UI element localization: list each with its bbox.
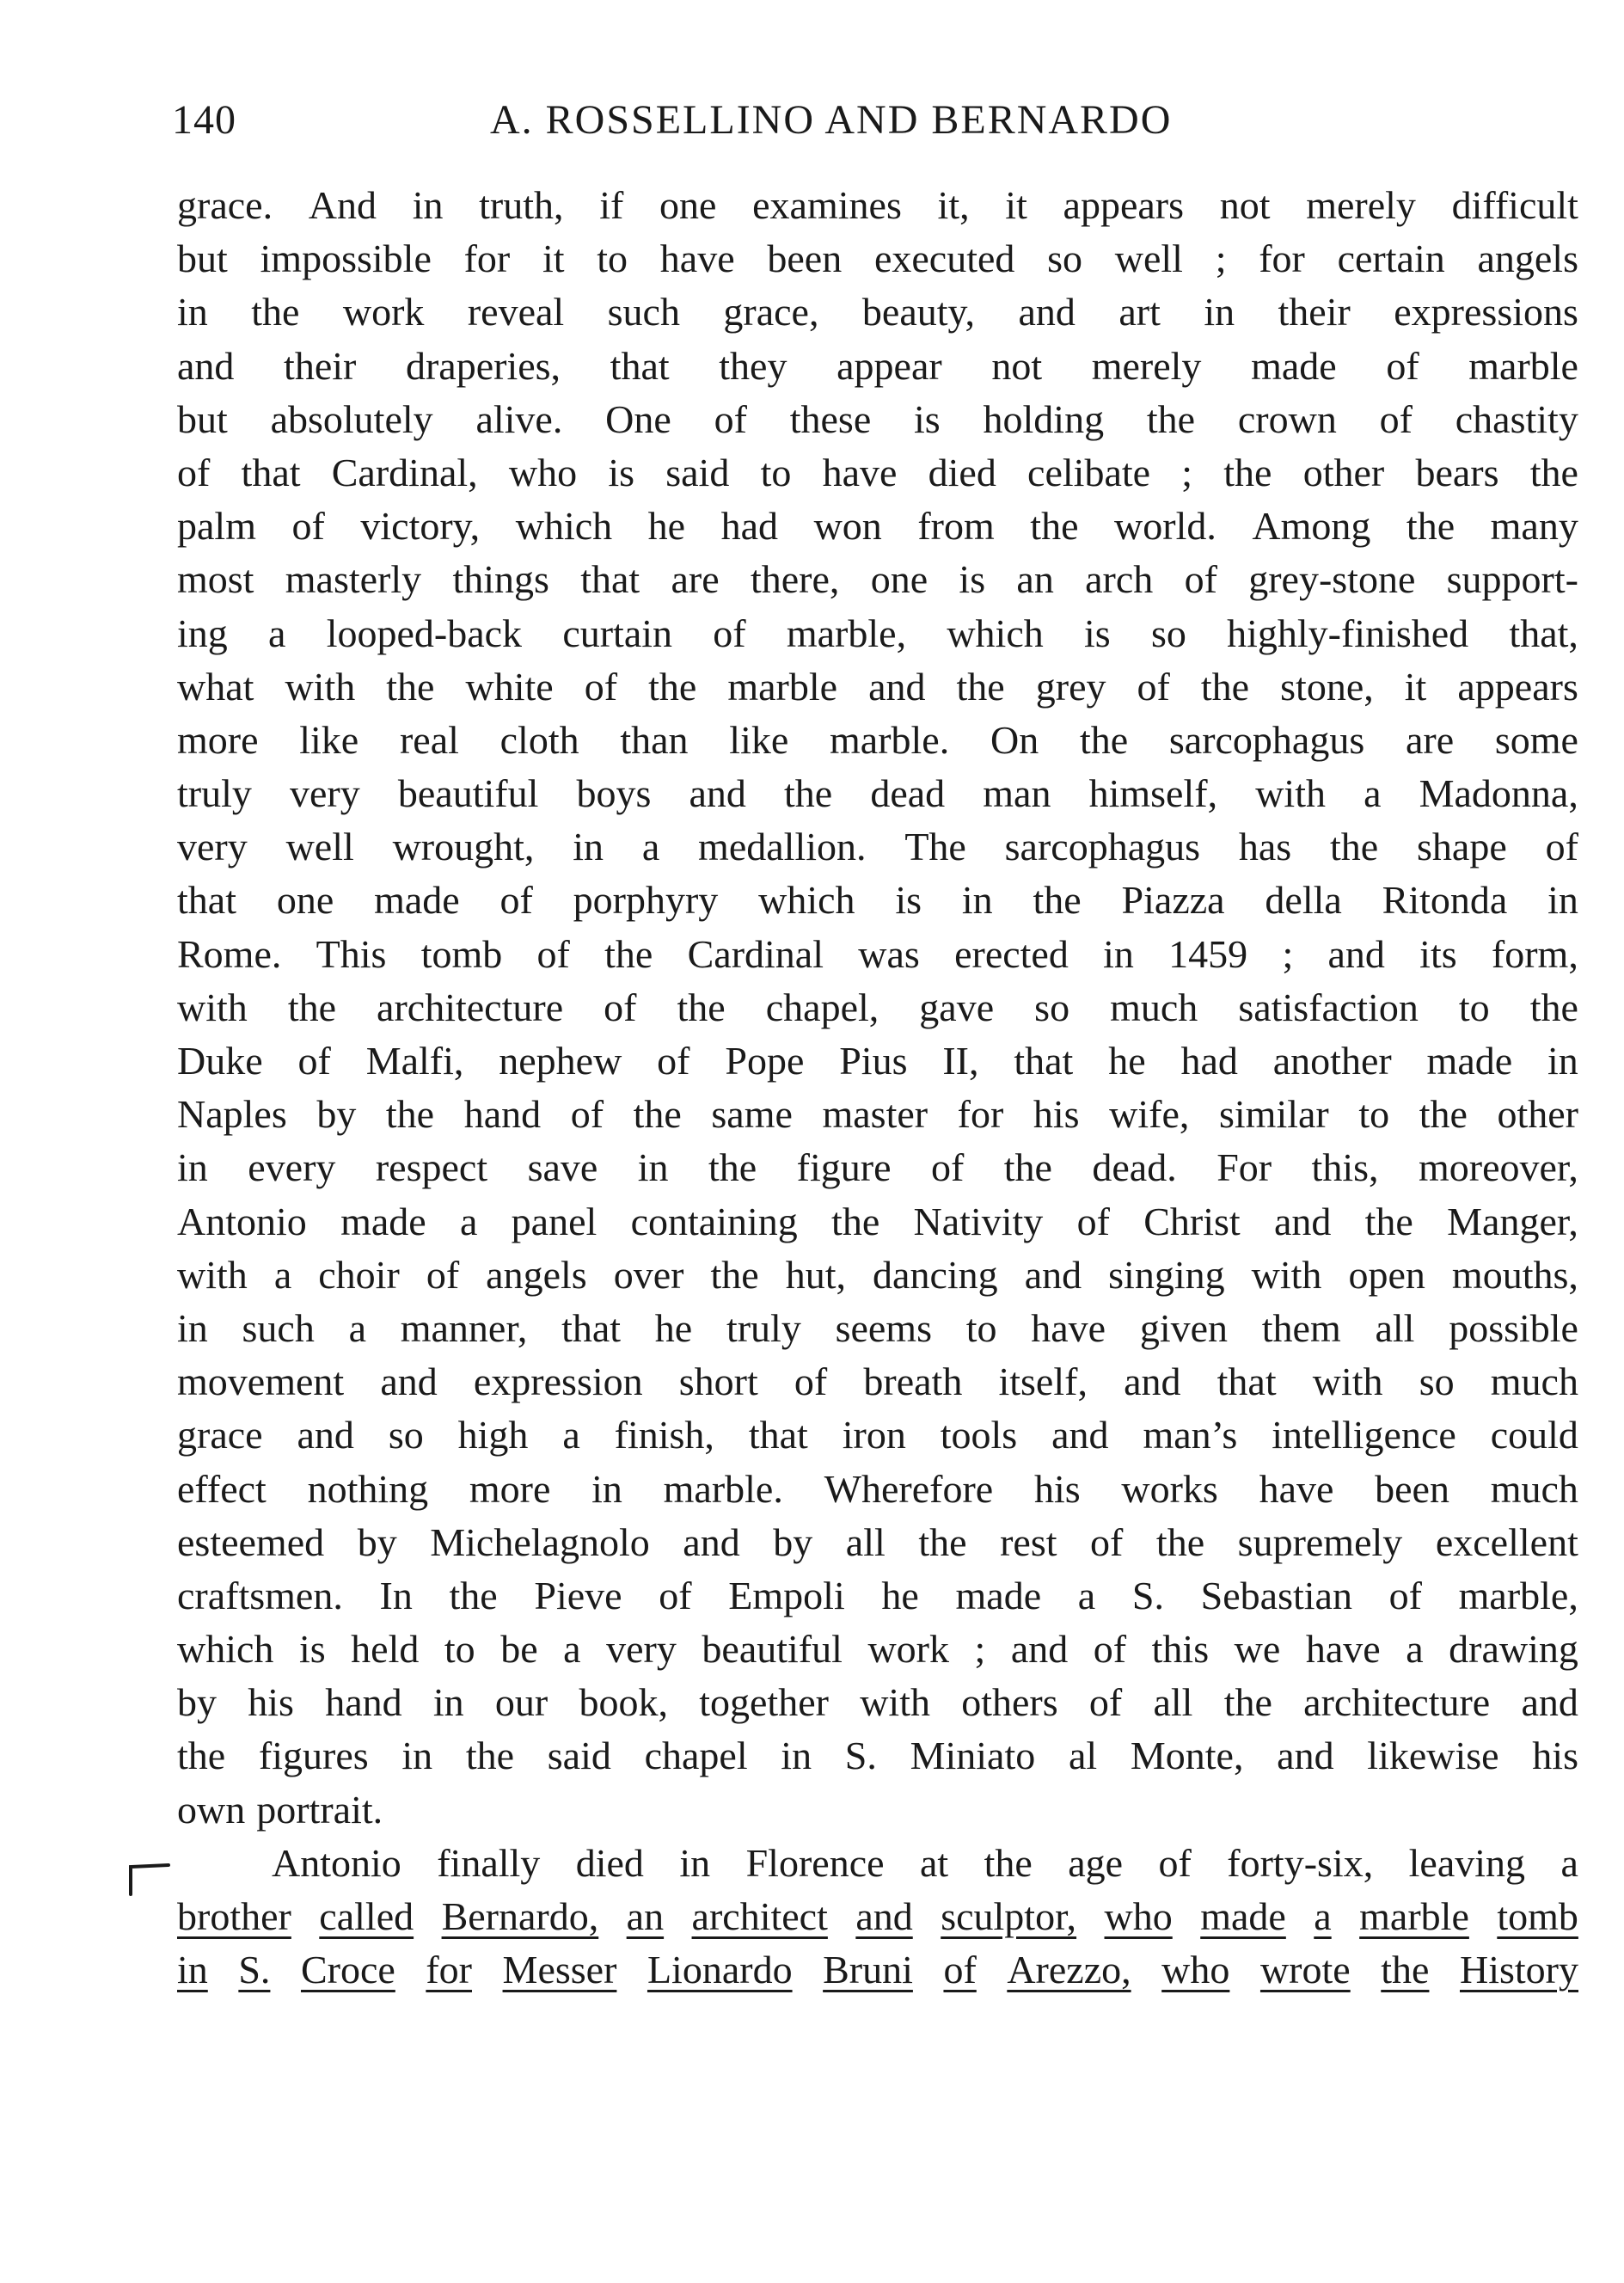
- text-line: Antonio made a panel containing the Nativity of Christ and the Manger,: [177, 1199, 1578, 1243]
- text-line: grace. And in truth, if one examines it, it appears not merely difficult: [177, 183, 1578, 227]
- text-line: in the work reveal such grace, beauty, and art in their expressions: [177, 290, 1578, 334]
- text-line: effect nothing more in marble. Wherefore his works have been much: [177, 1466, 1578, 1511]
- text-line: grace and so high a finish, that iron tools and man’s intelligence could: [177, 1413, 1578, 1458]
- body-text: [177, 179, 1578, 1997]
- text-line: of that Cardinal, who is said to have died celibate ; the other bears the: [177, 450, 1578, 494]
- text-line: Duke of Malfi, nephew of Pope Pius II, that he had another made in: [177, 1039, 1578, 1083]
- text-line: Naples by the hand of the same master for his wife, similar to the other: [177, 1092, 1578, 1137]
- text-line: truly very beautiful boys and the dead man himself, with a Madonna,: [177, 771, 1578, 816]
- text-line: in such a manner, that he truly seems to have given them all possible: [177, 1305, 1578, 1350]
- text-line: in S. Croce for Messer Lionardo Bruni of Arezzo, who wrote the History: [177, 1948, 1578, 1992]
- text-line: craftsmen. In the Pieve of Empoli he made a S. Sebastian of marble,: [177, 1573, 1578, 1617]
- text-line: but absolutely alive. One of these is holding the crown of chastity: [177, 396, 1578, 441]
- text-line: Rome. This tomb of the Cardinal was erected in 1459 ; and its form,: [177, 931, 1578, 976]
- page-number: 140: [172, 97, 236, 143]
- text-line: the figures in the said chapel in S. Miniato al Monte, and likewise his: [177, 1734, 1578, 1778]
- text-line: that one made of porphyry which is in the Piazza della Ritonda in: [177, 878, 1578, 923]
- text-line: most masterly things that are there, one is an arch of grey-stone support-: [177, 557, 1578, 602]
- text-line: brother called Bernardo, an architect and sculptor, who made a marble tomb: [177, 1894, 1578, 1938]
- text-line: but impossible for it to have been executed so well ; for certain angels: [177, 236, 1578, 281]
- page-header: [172, 96, 1582, 156]
- margin-bracket-mark: [126, 1862, 177, 1896]
- text-line: with a choir of angels over the hut, dancing and singing with open mouths,: [177, 1252, 1578, 1297]
- text-line: palm of victory, which he had won from the world. Among the many: [177, 504, 1578, 549]
- text-line: which is held to be a very beautiful work ; and of this we have a drawing: [177, 1627, 1578, 1672]
- text-line: ing a looped-back curtain of marble, which is so highly-finished that,: [177, 611, 1578, 655]
- text-line: more like real cloth than like marble. On the sarcophagus are some: [177, 717, 1578, 762]
- text-line: what with the white of the marble and the grey of the stone, it appears: [177, 664, 1578, 709]
- text-line: esteemed by Michelagnolo and by all the rest of the supremely excellent: [177, 1519, 1578, 1564]
- text-line: in every respect save in the figure of the dead. For this, moreover,: [177, 1145, 1578, 1190]
- text-line: with the architecture of the chapel, gave so much satisfaction to the: [177, 985, 1578, 1029]
- text-line: Antonio finally died in Florence at the age of forty-six, leaving a: [272, 1840, 1578, 1885]
- text-line: very well wrought, in a medallion. The sarcophagus has the shape of: [177, 825, 1578, 869]
- running-title: A. ROSSELLINO AND BERNARDO: [490, 97, 1173, 143]
- text-line: by his hand in our book, together with others of all the architecture and: [177, 1680, 1578, 1725]
- text-line: own portrait.: [177, 1787, 383, 1832]
- text-line: movement and expression short of breath itself, and that with so much: [177, 1359, 1578, 1404]
- text-line: and their draperies, that they appear not merely made of marble: [177, 343, 1578, 388]
